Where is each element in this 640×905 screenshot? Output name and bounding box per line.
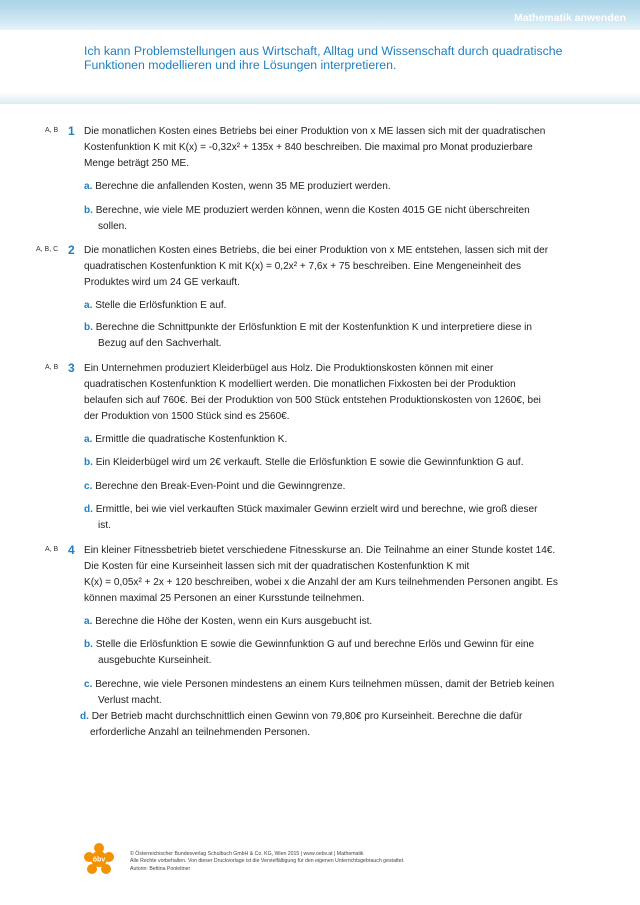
- task-tag: A, B: [45, 364, 59, 371]
- task-tag: A, B: [45, 546, 59, 553]
- subtask-letter: d.: [84, 504, 93, 515]
- subtask-letter: a.: [84, 434, 93, 445]
- text-line: Menge beträgt 250 ME.: [84, 158, 189, 169]
- subtask-text: ausgebuchte Kurseinheit.: [98, 655, 212, 666]
- subtask-letter: b.: [84, 457, 93, 468]
- divider-band: [0, 92, 640, 104]
- footer-copyright: [130, 851, 405, 873]
- footer-line: © Österreichischer Bundesverlag Schulbuch GmbH & Co. KG, Wien 2015 | www.oebv.at | Mathematik: [130, 851, 364, 857]
- text-line: quadratischen Kostenfunktion K mit K(x) = 0,2x² + 7,6x + 75 beschreiben. Eine Mengeneinheit des: [84, 261, 522, 272]
- section-label: Mathematik anwenden: [513, 12, 626, 24]
- text-line: können maximal 25 Personen an einer Kursstunde teilnehmen.: [84, 593, 365, 604]
- subtask-text: Berechne die Höhe der Kosten, wenn ein Kurs ausgebucht ist.: [95, 616, 373, 627]
- subtask-text: Bezug auf den Sachverhalt.: [98, 338, 222, 349]
- text-line: Ein Unternehmen produziert Kleiderbügel aus Holz. Die Produktionskosten können mit einer: [84, 363, 494, 374]
- subtask-letter: a.: [84, 616, 93, 627]
- learning-objective: Ich kann Problemstellungen aus Wirtschaft, Alltag und Wissenschaft durch quadratische Funktionen modellieren und ihre Lösungen interpretieren.: [84, 44, 563, 72]
- publisher-logo: [82, 842, 116, 876]
- subtask-a: [84, 432, 287, 448]
- subtask-a: [84, 298, 226, 314]
- text-line: Kostenfunktion K mit K(x) = -0,32x² + 135x + 840 beschreiben. Die maximal pro Monat produzierbare: [84, 142, 533, 153]
- logo-text: öbv: [92, 856, 106, 864]
- subtask-text: erforderliche Anzahl an teilnehmenden Personen.: [90, 727, 311, 738]
- text-line: belaufen sich auf 760€. Bei der Produktion von 500 Stück entstehen Produktionskosten von 1260€, bei: [84, 395, 541, 406]
- text-line: quadratischen Kostenfunktion K modelliert werden. Die monatlichen Fixkosten bei der Produktion: [84, 379, 516, 390]
- subtask-letter: a.: [84, 300, 93, 311]
- subtask-b: [84, 320, 532, 352]
- text-line: Die Kosten für eine Kurseinheit lassen sich mit der quadratischen Kostenfunktion K mit: [84, 561, 470, 572]
- header-band: [0, 0, 640, 30]
- subtask-text: Stelle die Erlösfunktion E sowie die Gewinnfunktion G auf und berechne Erlös und Gewinn für eine: [95, 639, 535, 650]
- subtask-text: Berechne, wie viele Personen mindestens an einem Kurs teilnehmen müssen, damit der Betrieb keinen: [95, 679, 555, 690]
- subtask-text: Stelle die Erlösfunktion E auf.: [95, 300, 227, 311]
- text-line: Ein kleiner Fitnessbetrieb bietet verschiedene Fitnesskurse an. Die Teilnahme an einer Stunde kostet 14€.: [84, 545, 556, 556]
- subtask-d: [80, 709, 522, 741]
- subtask-text: Ermittle, bei wie viel verkauften Stück maximaler Gewinn erzielt wird und berechne, wie groß dieser: [95, 504, 538, 515]
- subtask-letter: c.: [84, 679, 93, 690]
- subtask-text: Ermittle die quadratische Kostenfunktion K.: [95, 434, 288, 445]
- text-line: Die monatlichen Kosten eines Betriebs bei einer Produktion von x ME lassen sich mit der quadratischen: [84, 126, 546, 137]
- subtask-b: [84, 203, 530, 235]
- subtask-text: Berechne die Schnittpunkte der Erlösfunktion E mit der Kostenfunktion K und interpretiere diese in: [95, 322, 532, 333]
- task-tag: A, B: [45, 127, 59, 134]
- subtask-text: Berechne, wie viele ME produziert werden können, wenn die Kosten 4015 GE nicht überschreiten: [95, 205, 530, 216]
- subtask-c: [84, 479, 345, 495]
- task-tag: A, B, C: [36, 246, 59, 253]
- text-line: Produktes wird um 24 GE verkauft.: [84, 277, 240, 288]
- subtask-letter: c.: [84, 481, 93, 492]
- subtask-text: Der Betrieb macht durchschnittlich einen Gewinn von 79,80€ pro Kurseinheit. Berechne die dafür: [91, 711, 523, 722]
- subtask-letter: d.: [80, 711, 89, 722]
- footer-line: Alle Rechte vorbehalten. Von dieser Druckvorlage ist die Vervielfältigung für den eigenen Unterrichtsgebrauch gestattet.: [130, 858, 405, 865]
- task-number: 4: [68, 543, 75, 557]
- subtask-text: Ein Kleiderbügel wird um 2€ verkauft. Stelle die Erlösfunktion E sowie die Gewinnfunktion G auf.: [95, 457, 524, 468]
- subtask-letter: b.: [84, 205, 93, 216]
- task-number: 1: [68, 124, 75, 138]
- subtask-text: ist.: [98, 520, 111, 531]
- subtask-text: sollen.: [98, 221, 128, 232]
- subtask-a: [84, 614, 372, 630]
- task-text: [84, 243, 572, 291]
- subtask-letter: b.: [84, 639, 93, 650]
- subtask-letter: a.: [84, 181, 93, 192]
- task-text: [84, 361, 572, 425]
- task-text: [84, 543, 572, 607]
- text-line: K(x) = 0,05x² + 2x + 120 beschreiben, wobei x die Anzahl der am Kurs teilnehmenden Personen angibt. Es: [84, 577, 558, 588]
- subtask-text: Berechne die anfallenden Kosten, wenn 35 ME produziert werden.: [95, 181, 391, 192]
- subtask-text: Berechne den Break-Even-Point und die Gewinngrenze.: [95, 481, 346, 492]
- subtask-letter: b.: [84, 322, 93, 333]
- footer-line: Autorin: Bettina Ponleitner: [130, 865, 191, 872]
- subtask-a: [84, 179, 391, 195]
- text-line: Die monatlichen Kosten eines Betriebs, die bei einer Produktion von x ME entstehen, lassen sich mit der: [84, 245, 549, 256]
- task-number: 3: [68, 361, 75, 375]
- subtask-text: Verlust macht.: [98, 695, 162, 706]
- subtask-b: [84, 455, 524, 471]
- subtask-b: [84, 637, 534, 669]
- task-text: [84, 124, 572, 172]
- subtask-d: [84, 502, 537, 534]
- text-line: der Produktion von 1500 Stück sind es 2560€.: [84, 411, 290, 422]
- task-number: 2: [68, 243, 75, 257]
- subtask-c: [84, 677, 554, 709]
